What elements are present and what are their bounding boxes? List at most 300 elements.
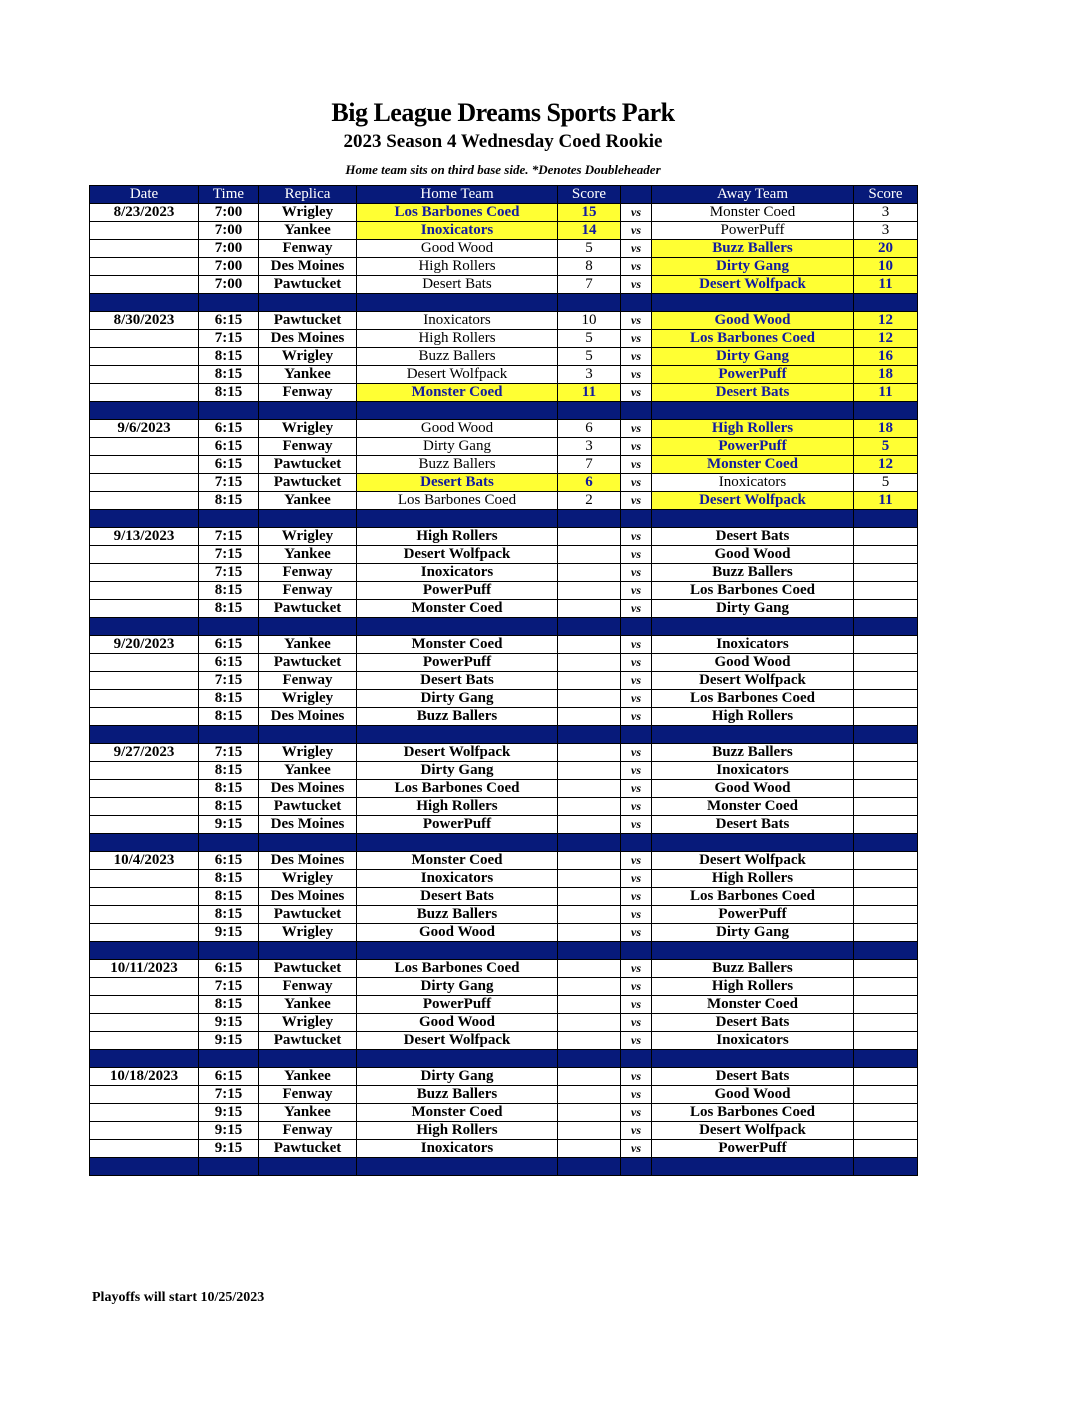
vs-cell: vs [621, 474, 652, 492]
home-score-cell [558, 888, 621, 906]
away-score-cell [854, 996, 918, 1014]
away-team-cell: Los Barbones Coed [652, 582, 854, 600]
replica-cell: Des Moines [259, 888, 357, 906]
away-team-cell: High Rollers [652, 870, 854, 888]
home-score-cell: 11 [558, 384, 621, 402]
home-score-cell [558, 672, 621, 690]
table-row [90, 384, 918, 402]
away-team-cell: Monster Coed [652, 456, 854, 474]
home-score-cell: 3 [558, 366, 621, 384]
separator-cell [357, 402, 558, 420]
separator-cell [854, 834, 918, 852]
home-team-cell: Dirty Gang [357, 438, 558, 456]
away-team-cell: Desert Bats [652, 1014, 854, 1032]
table-row [90, 348, 918, 366]
vs-cell: vs [621, 240, 652, 258]
home-team-cell: Dirty Gang [357, 978, 558, 996]
date-cell: 8/30/2023 [90, 312, 199, 330]
away-score-cell: 16 [854, 348, 918, 366]
table-row [90, 816, 918, 834]
away-score-cell [854, 1014, 918, 1032]
separator-cell [558, 1158, 621, 1176]
home-team-cell: High Rollers [357, 1122, 558, 1140]
separator-cell [357, 510, 558, 528]
table-row [90, 906, 918, 924]
replica-cell: Yankee [259, 546, 357, 564]
separator-cell [199, 510, 259, 528]
table-row [90, 636, 918, 654]
table-row [90, 474, 918, 492]
playoffs-note: Playoffs will start 10/25/2023 [92, 1290, 265, 1305]
separator-cell [621, 618, 652, 636]
away-team-cell: Los Barbones Coed [652, 690, 854, 708]
time-cell: 8:15 [199, 582, 259, 600]
table-row [90, 1068, 918, 1086]
date-cell [90, 330, 199, 348]
separator-cell [652, 402, 854, 420]
replica-cell: Pawtucket [259, 906, 357, 924]
home-team-cell: PowerPuff [357, 996, 558, 1014]
away-team-cell: Dirty Gang [652, 600, 854, 618]
table-row [90, 528, 918, 546]
vs-cell: vs [621, 996, 652, 1014]
home-team-cell: Los Barbones Coed [357, 204, 558, 222]
vs-cell: vs [621, 1140, 652, 1158]
time-cell: 7:15 [199, 672, 259, 690]
home-score-cell [558, 870, 621, 888]
away-score-cell [854, 780, 918, 798]
home-score-cell: 7 [558, 456, 621, 474]
home-score-cell [558, 960, 621, 978]
table-row [90, 1140, 918, 1158]
date-cell: 10/4/2023 [90, 852, 199, 870]
home-team-cell: Desert Wolfpack [357, 366, 558, 384]
away-team-cell: Inoxicators [652, 1032, 854, 1050]
away-team-cell: Desert Wolfpack [652, 492, 854, 510]
away-score-cell [854, 546, 918, 564]
home-score-cell [558, 582, 621, 600]
separator-cell [259, 942, 357, 960]
table-row [90, 1032, 918, 1050]
home-team-cell: Desert Wolfpack [357, 1032, 558, 1050]
separator-cell [199, 1158, 259, 1176]
vs-cell: vs [621, 690, 652, 708]
column-header-home-team: Home Team [357, 186, 558, 204]
week-separator-row [90, 834, 918, 852]
away-score-cell [854, 870, 918, 888]
away-team-cell: Desert Wolfpack [652, 276, 854, 294]
separator-cell [90, 618, 199, 636]
replica-cell: Wrigley [259, 1014, 357, 1032]
away-team-cell: Desert Wolfpack [652, 1122, 854, 1140]
separator-cell [558, 726, 621, 744]
away-score-cell: 12 [854, 330, 918, 348]
away-score-cell: 18 [854, 420, 918, 438]
table-row [90, 546, 918, 564]
date-cell [90, 348, 199, 366]
table-row [90, 600, 918, 618]
table-row [90, 438, 918, 456]
away-team-cell: Buzz Ballers [652, 240, 854, 258]
table-row [90, 276, 918, 294]
time-cell: 7:15 [199, 528, 259, 546]
table-row [90, 420, 918, 438]
time-cell: 9:15 [199, 816, 259, 834]
date-cell [90, 780, 199, 798]
away-team-cell: PowerPuff [652, 366, 854, 384]
home-score-cell [558, 654, 621, 672]
away-team-cell: Desert Bats [652, 1068, 854, 1086]
table-row [90, 852, 918, 870]
home-team-cell: Monster Coed [357, 384, 558, 402]
home-score-cell [558, 546, 621, 564]
column-header-away-score: Score [854, 186, 918, 204]
date-cell [90, 978, 199, 996]
home-score-cell [558, 924, 621, 942]
home-score-cell: 6 [558, 420, 621, 438]
away-team-cell: Monster Coed [652, 204, 854, 222]
replica-cell: Yankee [259, 492, 357, 510]
separator-cell [90, 402, 199, 420]
home-team-cell: Desert Bats [357, 276, 558, 294]
replica-cell: Fenway [259, 582, 357, 600]
vs-cell: vs [621, 906, 652, 924]
home-team-cell: Buzz Ballers [357, 348, 558, 366]
date-cell: 8/23/2023 [90, 204, 199, 222]
away-score-cell: 11 [854, 384, 918, 402]
date-cell [90, 258, 199, 276]
table-row [90, 330, 918, 348]
separator-cell [357, 1050, 558, 1068]
vs-cell: vs [621, 816, 652, 834]
week-separator-row [90, 726, 918, 744]
away-team-cell: Good Wood [652, 780, 854, 798]
time-cell: 6:15 [199, 438, 259, 456]
replica-cell: Des Moines [259, 816, 357, 834]
away-team-cell: Good Wood [652, 654, 854, 672]
replica-cell: Yankee [259, 1104, 357, 1122]
away-team-cell: Buzz Ballers [652, 564, 854, 582]
column-header-date: Date [90, 186, 199, 204]
table-row [90, 690, 918, 708]
replica-cell: Wrigley [259, 924, 357, 942]
separator-cell [621, 402, 652, 420]
table-header-row [90, 186, 918, 204]
home-score-cell: 3 [558, 438, 621, 456]
home-score-cell [558, 1140, 621, 1158]
separator-cell [90, 1050, 199, 1068]
away-team-cell: Good Wood [652, 1086, 854, 1104]
replica-cell: Pawtucket [259, 456, 357, 474]
date-cell [90, 870, 199, 888]
home-score-cell [558, 744, 621, 762]
separator-cell [621, 834, 652, 852]
away-team-cell: PowerPuff [652, 906, 854, 924]
vs-cell: vs [621, 384, 652, 402]
separator-cell [259, 1050, 357, 1068]
home-score-cell [558, 528, 621, 546]
time-cell: 7:15 [199, 330, 259, 348]
date-cell [90, 1122, 199, 1140]
separator-cell [621, 942, 652, 960]
table-row [90, 888, 918, 906]
time-cell: 7:15 [199, 474, 259, 492]
home-team-cell: Buzz Ballers [357, 906, 558, 924]
away-team-cell: Good Wood [652, 546, 854, 564]
home-score-cell [558, 1086, 621, 1104]
away-team-cell: Inoxicators [652, 636, 854, 654]
vs-cell: vs [621, 924, 652, 942]
away-team-cell: Desert Wolfpack [652, 672, 854, 690]
table-row [90, 204, 918, 222]
home-team-cell: Monster Coed [357, 1104, 558, 1122]
week-separator-row [90, 294, 918, 312]
away-score-cell [854, 672, 918, 690]
away-score-cell [854, 1086, 918, 1104]
home-team-cell: Dirty Gang [357, 690, 558, 708]
home-score-cell: 5 [558, 240, 621, 258]
home-team-cell: Buzz Ballers [357, 1086, 558, 1104]
week-separator-row [90, 402, 918, 420]
home-score-cell: 14 [558, 222, 621, 240]
separator-cell [558, 942, 621, 960]
seating-note: Home team sits on third base side. *Denotes Doubleheader [345, 162, 661, 177]
separator-cell [621, 726, 652, 744]
replica-cell: Yankee [259, 222, 357, 240]
replica-cell: Des Moines [259, 708, 357, 726]
vs-cell: vs [621, 1104, 652, 1122]
date-cell [90, 546, 199, 564]
date-cell: 10/18/2023 [90, 1068, 199, 1086]
time-cell: 7:15 [199, 1086, 259, 1104]
date-cell [90, 1086, 199, 1104]
away-score-cell: 10 [854, 258, 918, 276]
separator-cell [621, 1050, 652, 1068]
home-score-cell [558, 978, 621, 996]
page-title: Big League Dreams Sports Park [331, 98, 675, 127]
vs-cell: vs [621, 960, 652, 978]
vs-cell: vs [621, 888, 652, 906]
time-cell: 7:00 [199, 258, 259, 276]
away-team-cell: Los Barbones Coed [652, 888, 854, 906]
column-header-vs [621, 186, 652, 204]
week-separator-row [90, 618, 918, 636]
replica-cell: Pawtucket [259, 654, 357, 672]
replica-cell: Wrigley [259, 690, 357, 708]
time-cell: 6:15 [199, 960, 259, 978]
away-team-cell: PowerPuff [652, 222, 854, 240]
separator-cell [90, 942, 199, 960]
separator-cell [652, 618, 854, 636]
vs-cell: vs [621, 492, 652, 510]
time-cell: 8:15 [199, 690, 259, 708]
separator-cell [652, 726, 854, 744]
replica-cell: Yankee [259, 762, 357, 780]
time-cell: 7:15 [199, 744, 259, 762]
date-cell [90, 366, 199, 384]
separator-cell [90, 510, 199, 528]
home-score-cell: 5 [558, 330, 621, 348]
table-row [90, 366, 918, 384]
separator-cell [199, 1050, 259, 1068]
separator-cell [621, 1158, 652, 1176]
home-team-cell: Inoxicators [357, 222, 558, 240]
away-score-cell [854, 1032, 918, 1050]
away-team-cell: Los Barbones Coed [652, 330, 854, 348]
separator-cell [652, 1050, 854, 1068]
vs-cell: vs [621, 222, 652, 240]
time-cell: 8:15 [199, 996, 259, 1014]
home-team-cell: Monster Coed [357, 636, 558, 654]
home-score-cell [558, 996, 621, 1014]
home-team-cell: Inoxicators [357, 312, 558, 330]
replica-cell: Fenway [259, 564, 357, 582]
replica-cell: Yankee [259, 996, 357, 1014]
time-cell: 8:15 [199, 762, 259, 780]
table-row [90, 222, 918, 240]
separator-cell [652, 294, 854, 312]
replica-cell: Pawtucket [259, 276, 357, 294]
replica-cell: Yankee [259, 366, 357, 384]
page-subtitle: 2023 Season 4 Wednesday Coed Rookie [343, 131, 663, 152]
vs-cell: vs [621, 978, 652, 996]
away-team-cell: Dirty Gang [652, 348, 854, 366]
replica-cell: Fenway [259, 240, 357, 258]
time-cell: 8:15 [199, 798, 259, 816]
home-team-cell: High Rollers [357, 528, 558, 546]
time-cell: 7:15 [199, 546, 259, 564]
separator-cell [199, 834, 259, 852]
home-team-cell: Desert Wolfpack [357, 744, 558, 762]
separator-cell [558, 618, 621, 636]
home-team-cell: High Rollers [357, 798, 558, 816]
replica-cell: Pawtucket [259, 960, 357, 978]
separator-cell [854, 1158, 918, 1176]
home-score-cell [558, 636, 621, 654]
home-team-cell: Good Wood [357, 240, 558, 258]
replica-cell: Pawtucket [259, 312, 357, 330]
vs-cell: vs [621, 1014, 652, 1032]
replica-cell: Wrigley [259, 204, 357, 222]
home-team-cell: Desert Bats [357, 888, 558, 906]
home-team-cell: PowerPuff [357, 816, 558, 834]
date-cell [90, 1104, 199, 1122]
separator-cell [90, 726, 199, 744]
away-team-cell: Dirty Gang [652, 258, 854, 276]
table-row [90, 564, 918, 582]
date-cell [90, 492, 199, 510]
time-cell: 6:15 [199, 420, 259, 438]
away-team-cell: Buzz Ballers [652, 960, 854, 978]
away-score-cell [854, 708, 918, 726]
table-row [90, 582, 918, 600]
date-cell [90, 564, 199, 582]
home-score-cell [558, 1122, 621, 1140]
time-cell: 7:00 [199, 276, 259, 294]
separator-cell [558, 1050, 621, 1068]
vs-cell: vs [621, 276, 652, 294]
week-separator-row [90, 510, 918, 528]
week-separator-row [90, 942, 918, 960]
vs-cell: vs [621, 420, 652, 438]
replica-cell: Fenway [259, 672, 357, 690]
away-team-cell: High Rollers [652, 978, 854, 996]
home-team-cell: Desert Wolfpack [357, 546, 558, 564]
home-score-cell: 7 [558, 276, 621, 294]
separator-cell [652, 942, 854, 960]
week-separator-row [90, 1050, 918, 1068]
vs-cell: vs [621, 456, 652, 474]
away-score-cell [854, 960, 918, 978]
date-cell [90, 672, 199, 690]
date-cell [90, 456, 199, 474]
home-team-cell: Buzz Ballers [357, 456, 558, 474]
date-cell: 9/6/2023 [90, 420, 199, 438]
separator-cell [90, 834, 199, 852]
date-cell [90, 1032, 199, 1050]
away-score-cell: 11 [854, 276, 918, 294]
replica-cell: Yankee [259, 1068, 357, 1086]
table-row [90, 780, 918, 798]
vs-cell: vs [621, 744, 652, 762]
table-row [90, 1122, 918, 1140]
separator-cell [259, 510, 357, 528]
replica-cell: Wrigley [259, 348, 357, 366]
date-cell [90, 438, 199, 456]
away-team-cell: High Rollers [652, 420, 854, 438]
date-cell [90, 384, 199, 402]
home-team-cell: Desert Bats [357, 474, 558, 492]
away-score-cell [854, 582, 918, 600]
replica-cell: Wrigley [259, 870, 357, 888]
home-score-cell [558, 852, 621, 870]
table-row [90, 258, 918, 276]
home-score-cell [558, 1068, 621, 1086]
separator-cell [854, 942, 918, 960]
away-score-cell: 18 [854, 366, 918, 384]
replica-cell: Fenway [259, 384, 357, 402]
away-team-cell: Monster Coed [652, 996, 854, 1014]
replica-cell: Pawtucket [259, 600, 357, 618]
away-team-cell: Inoxicators [652, 762, 854, 780]
vs-cell: vs [621, 672, 652, 690]
separator-cell [854, 402, 918, 420]
separator-cell [199, 618, 259, 636]
separator-cell [259, 1158, 357, 1176]
home-score-cell [558, 1104, 621, 1122]
table-row [90, 798, 918, 816]
away-score-cell [854, 906, 918, 924]
away-team-cell: PowerPuff [652, 438, 854, 456]
vs-cell: vs [621, 654, 652, 672]
home-team-cell: Dirty Gang [357, 1068, 558, 1086]
away-score-cell [854, 798, 918, 816]
time-cell: 7:00 [199, 222, 259, 240]
home-team-cell: Los Barbones Coed [357, 492, 558, 510]
time-cell: 9:15 [199, 1140, 259, 1158]
date-cell [90, 654, 199, 672]
vs-cell: vs [621, 204, 652, 222]
home-score-cell [558, 690, 621, 708]
home-score-cell [558, 798, 621, 816]
home-team-cell: Desert Bats [357, 672, 558, 690]
separator-cell [90, 294, 199, 312]
replica-cell: Des Moines [259, 852, 357, 870]
home-team-cell: Good Wood [357, 1014, 558, 1032]
time-cell: 7:00 [199, 204, 259, 222]
date-cell [90, 276, 199, 294]
time-cell: 6:15 [199, 636, 259, 654]
